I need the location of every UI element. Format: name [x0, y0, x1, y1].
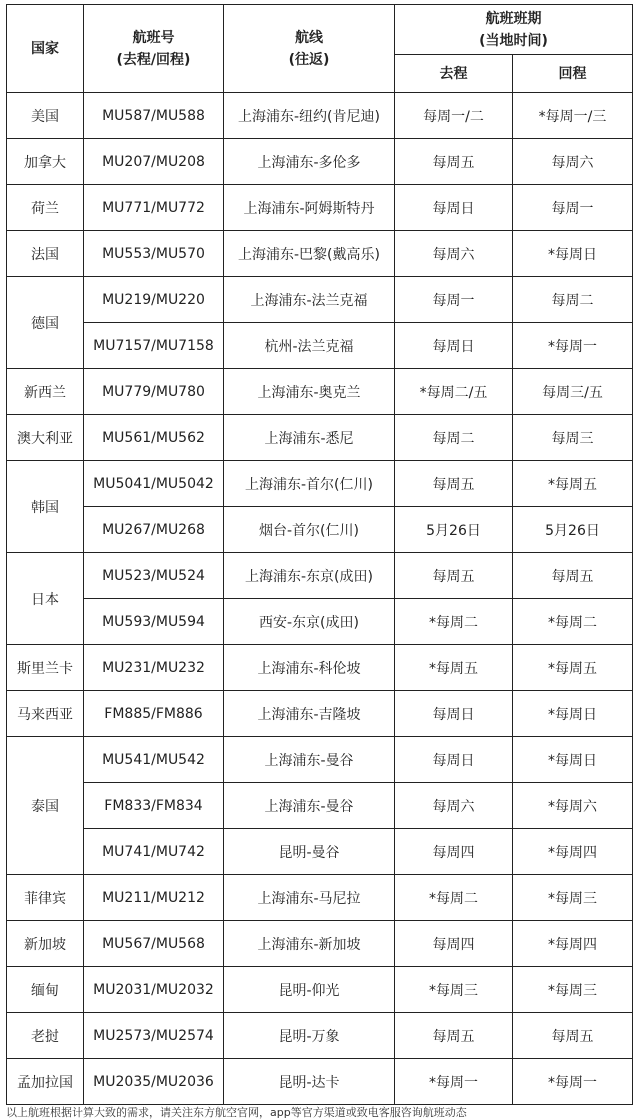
table-row: [7, 277, 633, 323]
route-cell: 昆明-仰光: [224, 967, 395, 1013]
table-row: [7, 1013, 633, 1059]
country-cell: 马来西亚: [7, 691, 84, 737]
return-day-cell: *每周一/三: [513, 93, 633, 139]
header-country: 国家: [7, 5, 84, 93]
return-day-cell: *每周一: [513, 1059, 633, 1105]
route-cell: 上海浦东-多伦多: [224, 139, 395, 185]
return-day-cell: *每周四: [513, 921, 633, 967]
return-day-cell: 每周六: [513, 139, 633, 185]
table-row: [7, 231, 633, 277]
route-cell: 昆明-达卡: [224, 1059, 395, 1105]
country-cell: 荷兰: [7, 185, 84, 231]
country-cell: 法国: [7, 231, 84, 277]
route-cell: 上海浦东-曼谷: [224, 737, 395, 783]
table-row: [7, 691, 633, 737]
flight-number-cell: FM833/FM834: [84, 783, 224, 829]
header-route-sub: (往返): [288, 51, 330, 68]
table-row: [7, 645, 633, 691]
table-row: [7, 507, 633, 553]
return-day-cell: 每周三: [513, 415, 633, 461]
route-cell: 昆明-曼谷: [224, 829, 395, 875]
route-cell: 上海浦东-巴黎(戴高乐): [224, 231, 395, 277]
return-day-cell: *每周五: [513, 461, 633, 507]
header-flight-number-label: 航班号: [132, 29, 175, 46]
header-schedule: [395, 5, 633, 55]
country-cell: 斯里兰卡: [7, 645, 84, 691]
header-route: [224, 5, 395, 93]
flight-number-cell: FM885/FM886: [84, 691, 224, 737]
outbound-day-cell: 每周六: [395, 231, 513, 277]
return-day-cell: *每周二: [513, 599, 633, 645]
flight-number-cell: MU231/MU232: [84, 645, 224, 691]
table-row: [7, 415, 633, 461]
flight-number-cell: MU2035/MU2036: [84, 1059, 224, 1105]
outbound-day-cell: 每周日: [395, 737, 513, 783]
flight-number-cell: MU779/MU780: [84, 369, 224, 415]
table-row: [7, 1059, 633, 1105]
table-row: [7, 93, 633, 139]
country-cell: 老挝: [7, 1013, 84, 1059]
flight-number-cell: MU567/MU568: [84, 921, 224, 967]
table-row: [7, 461, 633, 507]
return-day-cell: *每周日: [513, 691, 633, 737]
route-cell: 上海浦东-曼谷: [224, 783, 395, 829]
outbound-day-cell: 每周一/二: [395, 93, 513, 139]
return-day-cell: *每周日: [513, 231, 633, 277]
outbound-day-cell: 每周一: [395, 277, 513, 323]
table-row: [7, 599, 633, 645]
route-cell: 上海浦东-纽约(肯尼迪): [224, 93, 395, 139]
route-cell: 上海浦东-阿姆斯特丹: [224, 185, 395, 231]
route-cell: 上海浦东-奥克兰: [224, 369, 395, 415]
flight-number-cell: MU587/MU588: [84, 93, 224, 139]
header-route-label: 航线: [295, 29, 323, 46]
flight-number-cell: MU267/MU268: [84, 507, 224, 553]
return-day-cell: *每周三: [513, 967, 633, 1013]
route-cell: 上海浦东-首尔(仁川): [224, 461, 395, 507]
route-cell: 烟台-首尔(仁川): [224, 507, 395, 553]
outbound-day-cell: 每周四: [395, 829, 513, 875]
return-day-cell: *每周三: [513, 875, 633, 921]
country-cell: 日本: [7, 553, 84, 645]
route-cell: 上海浦东-新加坡: [224, 921, 395, 967]
flight-number-cell: MU561/MU562: [84, 415, 224, 461]
flight-number-cell: MU207/MU208: [84, 139, 224, 185]
outbound-day-cell: 每周日: [395, 691, 513, 737]
footnote: 以上航班根据计算大致的需求，请关注东方航空官网，app等官方渠道或致电客服咨询航班动态: [6, 1106, 467, 1119]
country-cell: 新加坡: [7, 921, 84, 967]
table-row: [7, 553, 633, 599]
outbound-day-cell: 5月26日: [395, 507, 513, 553]
route-cell: 上海浦东-科伦坡: [224, 645, 395, 691]
table-row: [7, 783, 633, 829]
route-cell: 昆明-万象: [224, 1013, 395, 1059]
flight-number-cell: MU7157/MU7158: [84, 323, 224, 369]
table-row: [7, 967, 633, 1013]
outbound-day-cell: *每周二: [395, 875, 513, 921]
outbound-day-cell: 每周五: [395, 1013, 513, 1059]
return-day-cell: 5月26日: [513, 507, 633, 553]
header-schedule-label: 航班班期: [485, 10, 542, 27]
header-flight-number: [84, 5, 224, 93]
table-row: [7, 829, 633, 875]
header-return: 回程: [513, 55, 633, 93]
return-day-cell: *每周五: [513, 645, 633, 691]
outbound-day-cell: *每周二/五: [395, 369, 513, 415]
header-outbound: 去程: [395, 55, 513, 93]
table-row: [7, 323, 633, 369]
country-cell: 加拿大: [7, 139, 84, 185]
table-row: [7, 875, 633, 921]
schedule-body: [7, 93, 633, 1105]
flight-number-cell: MU541/MU542: [84, 737, 224, 783]
outbound-day-cell: 每周日: [395, 185, 513, 231]
table-row: [7, 737, 633, 783]
return-day-cell: *每周六: [513, 783, 633, 829]
outbound-day-cell: *每周一: [395, 1059, 513, 1105]
flight-number-cell: MU523/MU524: [84, 553, 224, 599]
flight-number-cell: MU5041/MU5042: [84, 461, 224, 507]
outbound-day-cell: 每周六: [395, 783, 513, 829]
country-cell: 韩国: [7, 461, 84, 553]
return-day-cell: 每周五: [513, 1013, 633, 1059]
country-cell: 美国: [7, 93, 84, 139]
route-cell: 上海浦东-悉尼: [224, 415, 395, 461]
country-cell: 新西兰: [7, 369, 84, 415]
route-cell: 上海浦东-马尼拉: [224, 875, 395, 921]
outbound-day-cell: 每周四: [395, 921, 513, 967]
table-row: [7, 369, 633, 415]
country-cell: 澳大利亚: [7, 415, 84, 461]
country-cell: 菲律宾: [7, 875, 84, 921]
country-cell: 泰国: [7, 737, 84, 875]
return-day-cell: *每周四: [513, 829, 633, 875]
outbound-day-cell: 每周日: [395, 323, 513, 369]
table-row: [7, 921, 633, 967]
route-cell: 西安-东京(成田): [224, 599, 395, 645]
header-flight-number-sub: (去程/回程): [116, 51, 191, 68]
outbound-day-cell: *每周二: [395, 599, 513, 645]
country-cell: 德国: [7, 277, 84, 369]
table-row: [7, 139, 633, 185]
return-day-cell: 每周三/五: [513, 369, 633, 415]
outbound-day-cell: *每周五: [395, 645, 513, 691]
return-day-cell: 每周一: [513, 185, 633, 231]
flight-number-cell: MU553/MU570: [84, 231, 224, 277]
return-day-cell: *每周日: [513, 737, 633, 783]
return-day-cell: 每周五: [513, 553, 633, 599]
outbound-day-cell: 每周五: [395, 553, 513, 599]
header-schedule-sub: (当地时间): [479, 32, 548, 49]
outbound-day-cell: 每周五: [395, 461, 513, 507]
route-cell: 上海浦东-法兰克福: [224, 277, 395, 323]
flight-number-cell: MU741/MU742: [84, 829, 224, 875]
outbound-day-cell: 每周二: [395, 415, 513, 461]
outbound-day-cell: *每周三: [395, 967, 513, 1013]
flight-number-cell: MU2573/MU2574: [84, 1013, 224, 1059]
flight-schedule-table: [6, 4, 633, 1105]
flight-number-cell: MU211/MU212: [84, 875, 224, 921]
flight-number-cell: MU219/MU220: [84, 277, 224, 323]
outbound-day-cell: 每周五: [395, 139, 513, 185]
country-cell: 缅甸: [7, 967, 84, 1013]
flight-number-cell: MU2031/MU2032: [84, 967, 224, 1013]
route-cell: 上海浦东-吉隆坡: [224, 691, 395, 737]
route-cell: 杭州-法兰克福: [224, 323, 395, 369]
route-cell: 上海浦东-东京(成田): [224, 553, 395, 599]
flight-number-cell: MU593/MU594: [84, 599, 224, 645]
return-day-cell: *每周一: [513, 323, 633, 369]
table-row: [7, 185, 633, 231]
flight-number-cell: MU771/MU772: [84, 185, 224, 231]
return-day-cell: 每周二: [513, 277, 633, 323]
country-cell: 孟加拉国: [7, 1059, 84, 1105]
